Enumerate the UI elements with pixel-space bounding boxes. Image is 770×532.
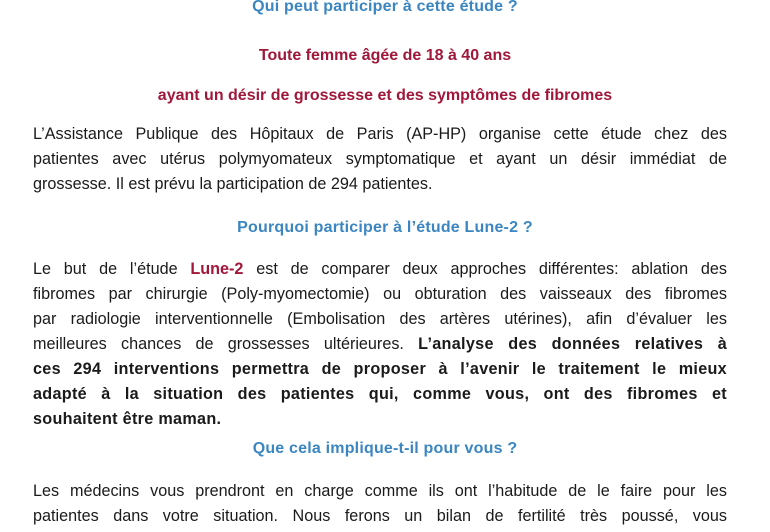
study-name: Lune-2 — [190, 260, 244, 278]
section-heading-implications: Que cela implique-t-il pour vous ? — [252, 440, 518, 457]
paragraph-line — [33, 332, 727, 357]
section-heading-why: Pourquoi participer à l’étude Lune-2 ? — [237, 219, 533, 236]
text-span: Le but de l’étude — [33, 260, 191, 278]
eligibility-condition: ayant un désir de grossesse et des symptômes de fibromes — [157, 87, 613, 104]
text-span: est de comparer deux approches différentes: ablation des — [243, 260, 727, 278]
paragraph-line — [33, 257, 727, 282]
paragraph-line-bold: souhaitent être maman. — [33, 410, 222, 428]
paragraph-line: grossesse. Il est prévu la participation de 294 patientes. — [33, 175, 433, 193]
paragraph-line-bold: ces 294 interventions permettra de proposer à l’avenir le traitement le mieux — [33, 360, 727, 378]
paragraph-line: Les médecins vous prendront en charge comme ils ont l’habitude de le faire pour les — [33, 482, 727, 500]
paragraph-line: L’Assistance Publique des Hôpitaux de Paris (AP-HP) organise cette étude chez des — [33, 125, 727, 143]
paragraph-line-bold: adapté à la situation des patientes qui, comme vous, ont des fibromes et — [33, 385, 727, 403]
paragraph-study-goal — [33, 257, 727, 432]
eligibility-age: Toute femme âgée de 18 à 40 ans — [258, 47, 512, 64]
paragraph-organizer — [33, 122, 727, 197]
paragraph-line: par radiologie interventionnelle (Embolisation des artères utérines), afin d’évaluer les — [33, 310, 727, 328]
paragraph-line: patientes dans votre situation. Nous ferons un bilan de fertilité très poussé, vous — [33, 507, 727, 525]
bold-text-span: L’analyse des données relatives à — [418, 335, 728, 353]
paragraph-care — [33, 479, 727, 529]
paragraph-line: fibromes par chirurgie (Poly-myomectomie) ou obturation des vaisseaux des fibromes — [33, 285, 727, 303]
paragraph-line: patientes avec utérus polymyomateux symptomatique et ayant un désir immédiat de — [33, 150, 727, 168]
text-span: meilleures chances de grossesses ultérieures. — [33, 335, 419, 353]
section-heading-who: Qui peut participer à cette étude ? — [252, 0, 518, 15]
